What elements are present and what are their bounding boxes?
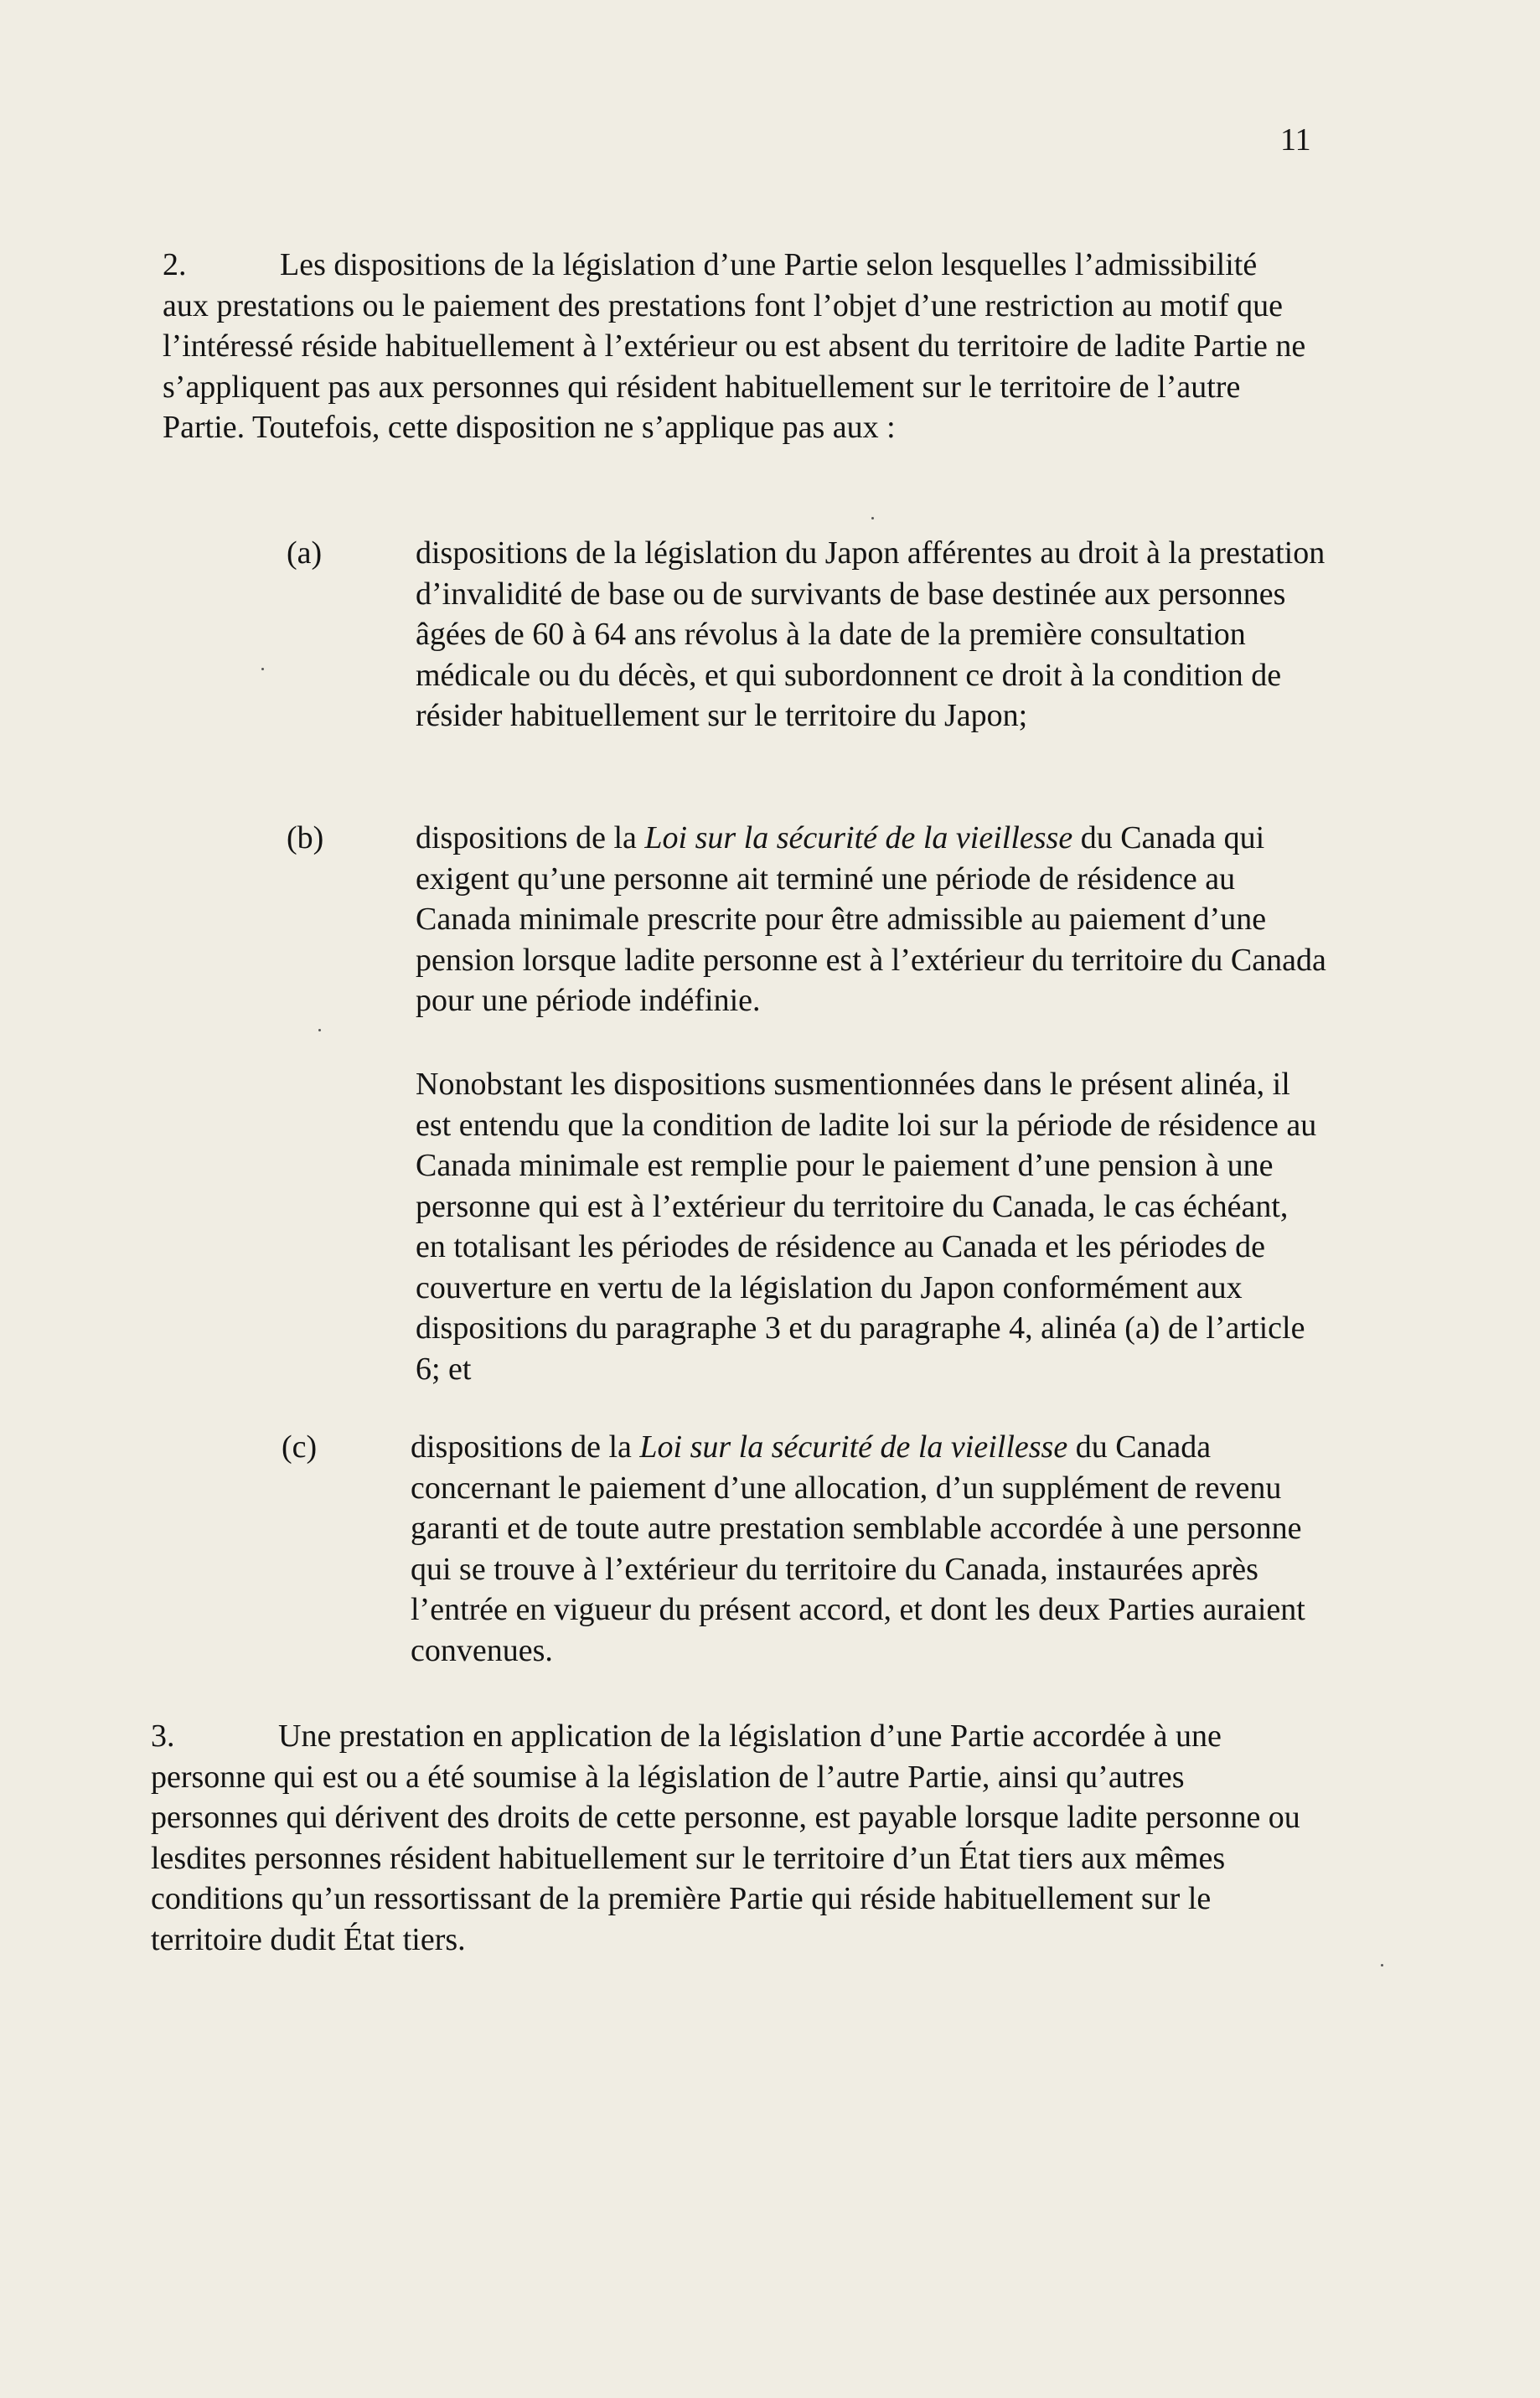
law-title: Loi sur la sécurité de la vieillesse [639,1429,1068,1465]
scan-speck [1381,1964,1383,1966]
item-text-before: dispositions de la [411,1429,640,1465]
item-text: dispositions de la législation du Japon afférentes au droit à la prestation d’invalidité de base ou de survivants de base destinée aux personnes âgées de 60 à 64 ans révolus à la date de la première consultation médicale ou du décès, et qui subordonnent ce droit à la condition de résider habituellement sur le territoire du Japon; [416,535,1326,733]
paragraph-2 [163,245,1310,448]
item-label: (b) [287,820,324,855]
item-text-after: du Canada qui exigent qu’une personne ait terminé une période de résidence au Canada minimale prescrite pour être admissible au paiement d’une pension lorsque ladite personne est à l’extérieur du territoire du Canada pour une période indéfinie. [416,820,1326,1018]
paragraph-3 [151,1716,1315,1960]
paragraph-number: 2. [163,247,187,282]
item-text [416,818,1329,1021]
scan-speck [318,1029,321,1031]
scan-speck [261,668,264,670]
paragraph-text: Les dispositions de la législation d’une Partie selon lesquelles l’admissibilité aux prestations ou le paiement des prestations font l’objet d’une restriction au motif que l’intéressé réside habituellement à l’extérieur ou est absent du territoire de ladite Partie ne s’appliquent pas aux personnes qui résident habituellement sur le territoire de l’autre Partie. Toutefois, cette disposition ne s’applique pas aux : [163,247,1306,445]
item-text-before: dispositions de la [416,820,645,855]
item-b-continuation: Nonobstant les dispositions susmentionnées dans le présent alinéa, il est entendu que la condition de ladite loi sur la période de résidence au Canada minimale est remplie pour le paiement d’une pension à une personne qui est à l’extérieur du territoire du Canada, le cas échéant, en totalisant les périodes de résidence au Canada et les périodes de couverture en vertu de la législation du Japon conformément aux dispositions du paragraphe 3 et du paragraphe 4, alinéa (a) de l’article 6; et [416,1067,1317,1387]
paragraph-number: 3. [151,1718,175,1754]
page-number: 11 [1280,122,1311,158]
item-label: (c) [282,1429,318,1465]
scan-speck [871,517,874,519]
law-title: Loi sur la sécurité de la vieillesse [644,820,1073,855]
paragraph-text: Une prestation en application de la législation d’une Partie accordée à une personne qui est ou a été soumise à la législation de l’autre Partie, ainsi qu’autres personnes qui dérivent des droits de cette personne, est payable lorsque ladite personne ou lesdites personnes résident habituellement sur le territoire d’un État tiers aux mêmes conditions qu’un ressortissant de la première Partie qui réside habituellement sur le territoire dudit État tiers. [151,1718,1300,1957]
item-text [411,1427,1324,1671]
item-label: (a) [287,535,323,571]
item-text-after: du Canada concernant le paiement d’une allocation, d’un supplément de revenu garanti et de toute autre prestation semblable accordée à une personne qui se trouve à l’extérieur du territoire du Canada, instaurées après l’entrée en vigueur du présent accord, et dont les deux Parties auraient convenues. [411,1429,1305,1668]
